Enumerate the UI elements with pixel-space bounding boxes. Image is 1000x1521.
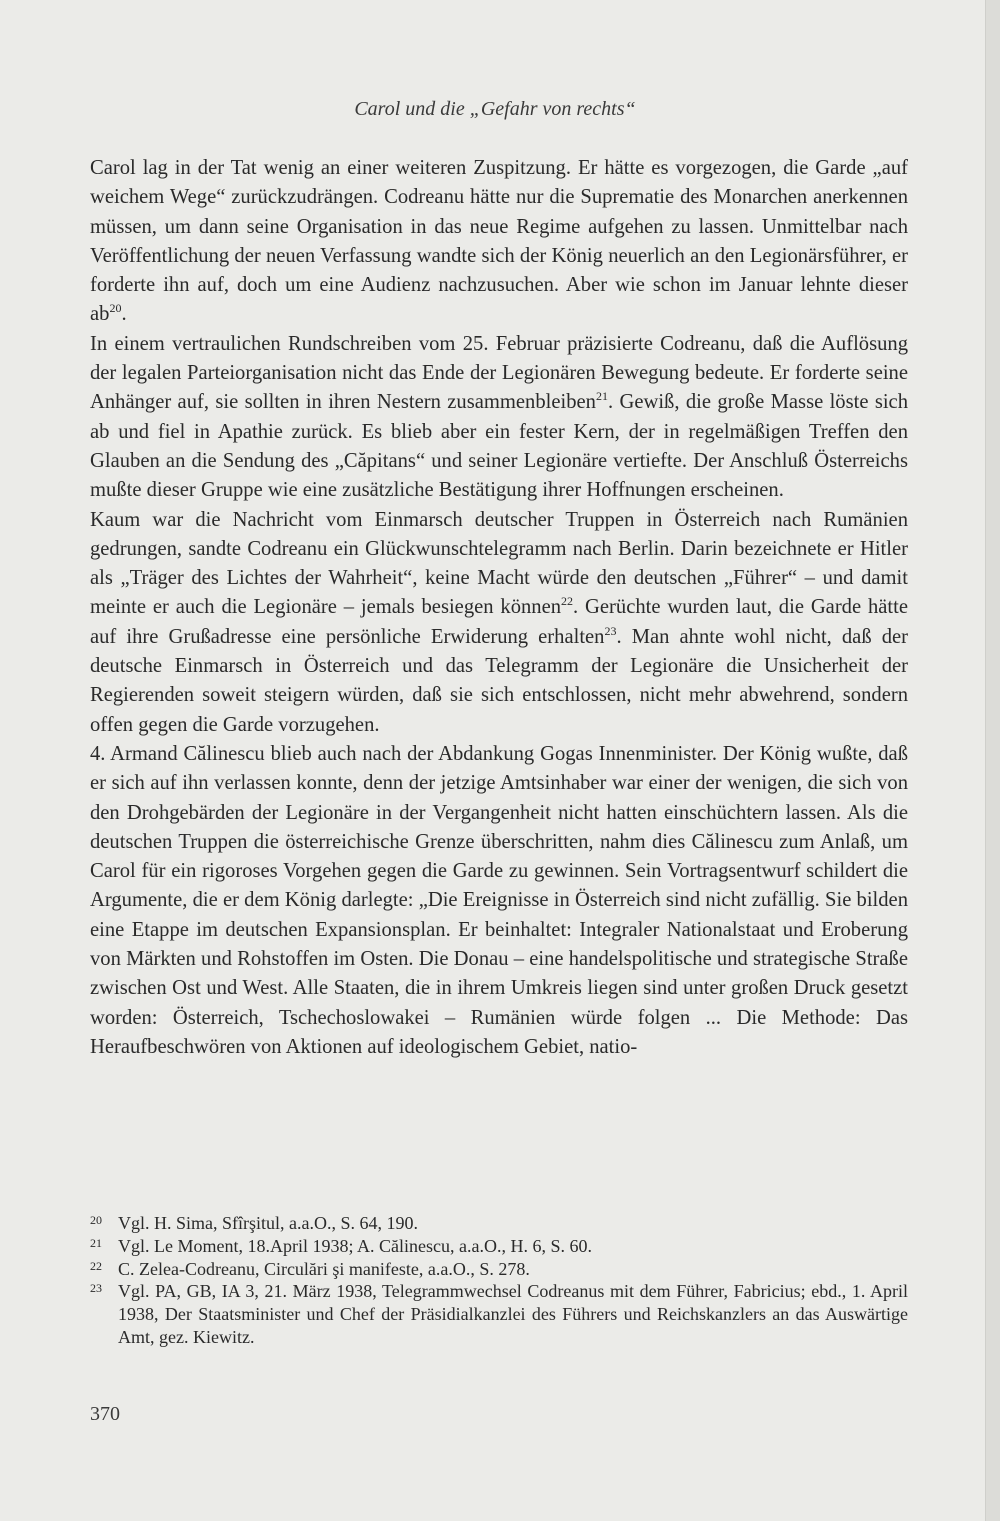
text-segment: . Man ahnte wohl nicht, daß der deutsche Einmarsch in Österreich und das Telegramm der Legionäre die Unsicherheit der Regierenden soweit steigern würden, daß sie sich entschlossen, nicht mehr abwehrend, sondern offen gegen die Garde vorzugehen. <box>90 625 908 736</box>
footnote-23 <box>90 1280 908 1348</box>
footnote-ref-23[interactable]: 23 <box>604 623 617 638</box>
text-segment: In einem vertraulichen Rundschreiben vom 25. Februar präzisierte Codreanu, daß die Auflösung der legalen Parteiorganisation nicht das Ende der Legionären Bewegung bedeute. Er forderte seine Anhänger auf, sie sollten in ihren Nestern zusammenbleiben <box>90 332 908 414</box>
text-segment: . Gewiß, die große Masse löste sich ab und fiel in Apathie zurück. Es blieb aber ein fester Kern, der in regelmäßigen Treffen den Glauben an die Sendung des „Căpitans“ und seiner Legionäre vertiefte. Der Anschluß Österreichs mußte dieser Gruppe wie eine zusätzliche Bestätigung ihrer Hoffnungen erscheinen. <box>90 391 908 502</box>
paragraph-3 <box>90 506 908 740</box>
footnote-number: 21 <box>90 1235 102 1250</box>
body-text <box>90 154 908 1062</box>
paragraph-1 <box>90 154 908 330</box>
footnote-ref-21[interactable]: 21 <box>595 389 608 404</box>
footnote-text: Vgl. H. Sima, Sfîrşitul, a.a.O., S. 64, 190. <box>118 1213 418 1233</box>
footnote-text: Vgl. PA, GB, IA 3, 21. März 1938, Telegrammwechsel Codreanus mit dem Führer, Fabricius; ebd., 1. April 1938, Der Staatsminister und Chef der Präsidialkanzlei des Führers und Reichskanzlers an das Auswärtige Amt, gez. Kiewitz. <box>118 1281 908 1347</box>
footnote-text: Vgl. Le Moment, 18.April 1938; A. Călinescu, a.a.O., H. 6, S. 60. <box>118 1235 592 1256</box>
text-segment: Kaum war die Nachricht vom Einmarsch deutscher Truppen in Österreich nach Rumänien gedrungen, sandte Codreanu ein Glückwunschtelegramm nach Berlin. Darin bezeichnete er Hitler als „Träger des Lichtes der Wahrheit“, keine Macht würde den deutschen „Führer“ – und damit meinte er auch die Legionäre – jemals besiegen können <box>90 508 908 619</box>
footnote-ref-22[interactable]: 22 <box>561 594 574 609</box>
footnote-number: 20 <box>90 1213 102 1227</box>
footnote-20 <box>90 1212 908 1235</box>
footnote-number: 22 <box>90 1258 102 1273</box>
paragraph-4 <box>90 740 908 1062</box>
text-segment: . <box>121 303 127 326</box>
paragraph-2 <box>90 330 908 506</box>
footnotes <box>90 1212 908 1349</box>
footnote-21 <box>90 1235 908 1258</box>
footnote-text: C. Zelea-Codreanu, Circulări şi manifeste, a.a.O., S. 278. <box>118 1258 530 1279</box>
page-number: 370 <box>90 1403 120 1425</box>
page-edge <box>985 0 1000 1521</box>
text-segment: Carol lag in der Tat wenig an einer weiteren Zuspitzung. Er hätte es vorgezogen, die Garde „auf weichem Wege“ zurückzudrängen. Codreanu hätte nur die Suprematie des Monarchen anerkennen müssen, um dann seine Organisation in das neue Regime aufgehen zu lassen. Unmittelbar nach Veröffentlichung der neuen Verfassung wandte sich der König neuerlich an den Legionärsführer, er forderte ihn auf, doch um eine Audienz nachzusuchen. Aber wie schon im Januar lehnte dieser ab <box>90 157 908 326</box>
text-segment: . Gerüchte wurden laut, die Garde hätte auf ihre Grußadresse eine persönliche Erwiderung erhalten <box>90 596 908 648</box>
running-head: Carol und die „Gefahr von rechts“ <box>354 98 636 120</box>
footnote-22 <box>90 1258 908 1281</box>
footnote-ref-20[interactable]: 20 <box>109 301 122 316</box>
text-segment: 4. Armand Călinescu blieb auch nach der Abdankung Gogas Innenminister. Der König wußte, daß er sich auf ihn verlassen konnte, denn der jetzige Amtsinhaber war einer der wenigen, die sich von den Drohgebärden der Legionäre in der Vergangenheit nicht hatten einschüchtern lassen. Als die deutschen Truppen die österreichische Grenze überschritten, nahm dies Călinescu zum Anlaß, um Carol für ein rigoroses Vorgehen gegen die Garde zu gewinnen. Sein Vortragsentwurf schildert die Argumente, die er dem König darlegte: „Die Ereignisse in Österreich sind nicht zufällig. Sie bilden eine Etappe im deutschen Expansionsplan. Er beinhaltet: Integraler Nationalstaat und Eroberung von Märkten und Rohstoffen im Osten. Die Donau – eine handelspolitische und strategische Straße zwischen Ost und West. Alle Staaten, die in ihrem Umkreis liegen sind unter großen Druck gesetzt worden: Österreich, Tschechoslowakei – Rumänien würde folgen ... Die Methode: Das Heraufbeschwören von Aktionen auf ideologischem Gebiet, natio- <box>90 742 908 1058</box>
footnote-number: 23 <box>90 1281 102 1296</box>
